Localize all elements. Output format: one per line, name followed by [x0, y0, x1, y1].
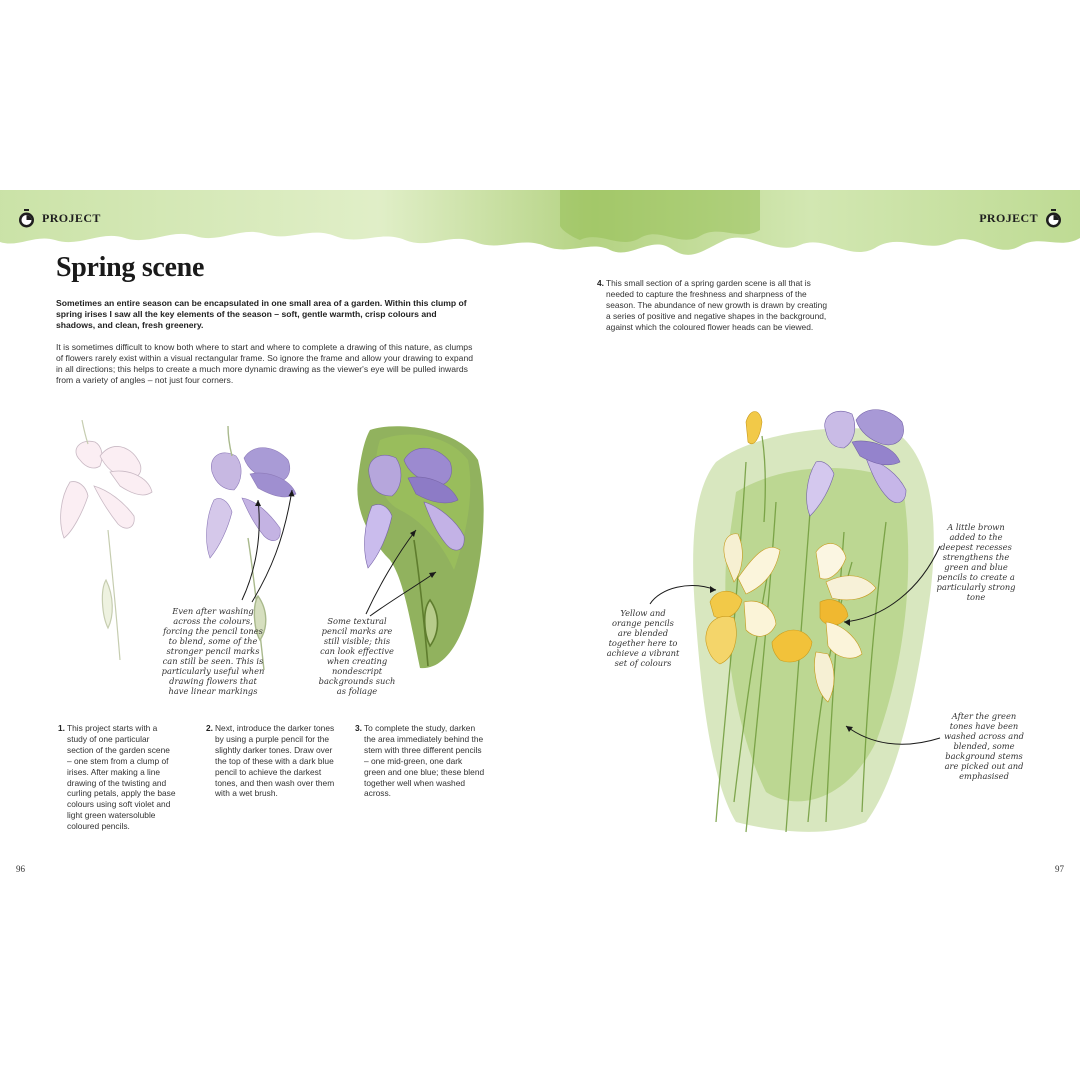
intro-body: It is sometimes difficult to know both where to start and where to complete a drawing of this nature, as clumps of flowers rarely exist within a visual rectangular frame. So ignore the frame and allow your drawing to expand in all directions; this helps to create a much more dynamic drawing as the viewer's eye will be pulled inwards from a variety of angles – not just four corners.: [56, 342, 474, 385]
annotation-brown-note: A little brown added to the deepest recesses strengthens the green and blue pencils to create a particularly strong tone: [936, 522, 1016, 602]
page-number-right: 97: [1055, 864, 1064, 874]
step-text: This small section of a spring garden scene is all that is needed to capture the freshness and sharpness of the season. The abundance of new growth is drawn by creating a series of positive and negative shapes in the background, against which the coloured flower heads can be viewed.: [606, 278, 827, 332]
page-number-left: 96: [16, 864, 25, 874]
book-spread: [0, 190, 1080, 880]
intro-lead: Sometimes an entire season can be encapsulated in one small area of a garden. Within this clump of spring irises I saw all the key elements of the season – soft, gentle warmth, crisp colours and shadows, and clean, fresh greenery.: [56, 298, 467, 330]
step-text: To complete the study, darken the area immediately behind the stem with three different pencils – one mid-green, one dark green and one blue; these blend together well when washed across.: [364, 723, 485, 799]
step-text: This project starts with a study of one particular section of the garden scene – one stem from a clump of irises. After making a line drawing of the twisting and curling petals, apply the base colours using soft violet and light green watersoluble coloured pencils.: [67, 723, 176, 832]
annotation-green-note: After the green tones have been washed across and blended, some background stems are picked out and emphasised: [944, 711, 1024, 781]
project-label-text: PROJECT: [42, 211, 101, 225]
step-number: 4.: [597, 278, 604, 288]
annotation-yellow-note: Yellow and orange pencils are blended together here to achieve a vibrant set of colours: [606, 608, 680, 668]
step-number: 3.: [355, 723, 362, 733]
annotation-wash-note: Even after washing across the colours, forcing the pencil tones to blend, some of the stronger pencil marks can still be seen. This is particularly useful when drawing flowers that have linear markings: [161, 606, 265, 696]
annotation-leader-lines-right: [0, 190, 1080, 880]
step-number: 2.: [206, 723, 213, 733]
step-number: 1.: [58, 723, 65, 733]
step-text: Next, introduce the darker tones by using a purple pencil for the slightly darker tones. Draw over the top of these with a dark blue pencil to achieve the darkest tones, and then wash over them with a wet brush.: [215, 723, 335, 799]
project-label-text: PROJECT: [979, 211, 1038, 225]
annotation-textural-note: Some textural pencil marks are still visible; this can look effective when creating nondescript backgrounds such as foliage: [318, 616, 396, 696]
page-title: Spring scene: [56, 252, 205, 283]
